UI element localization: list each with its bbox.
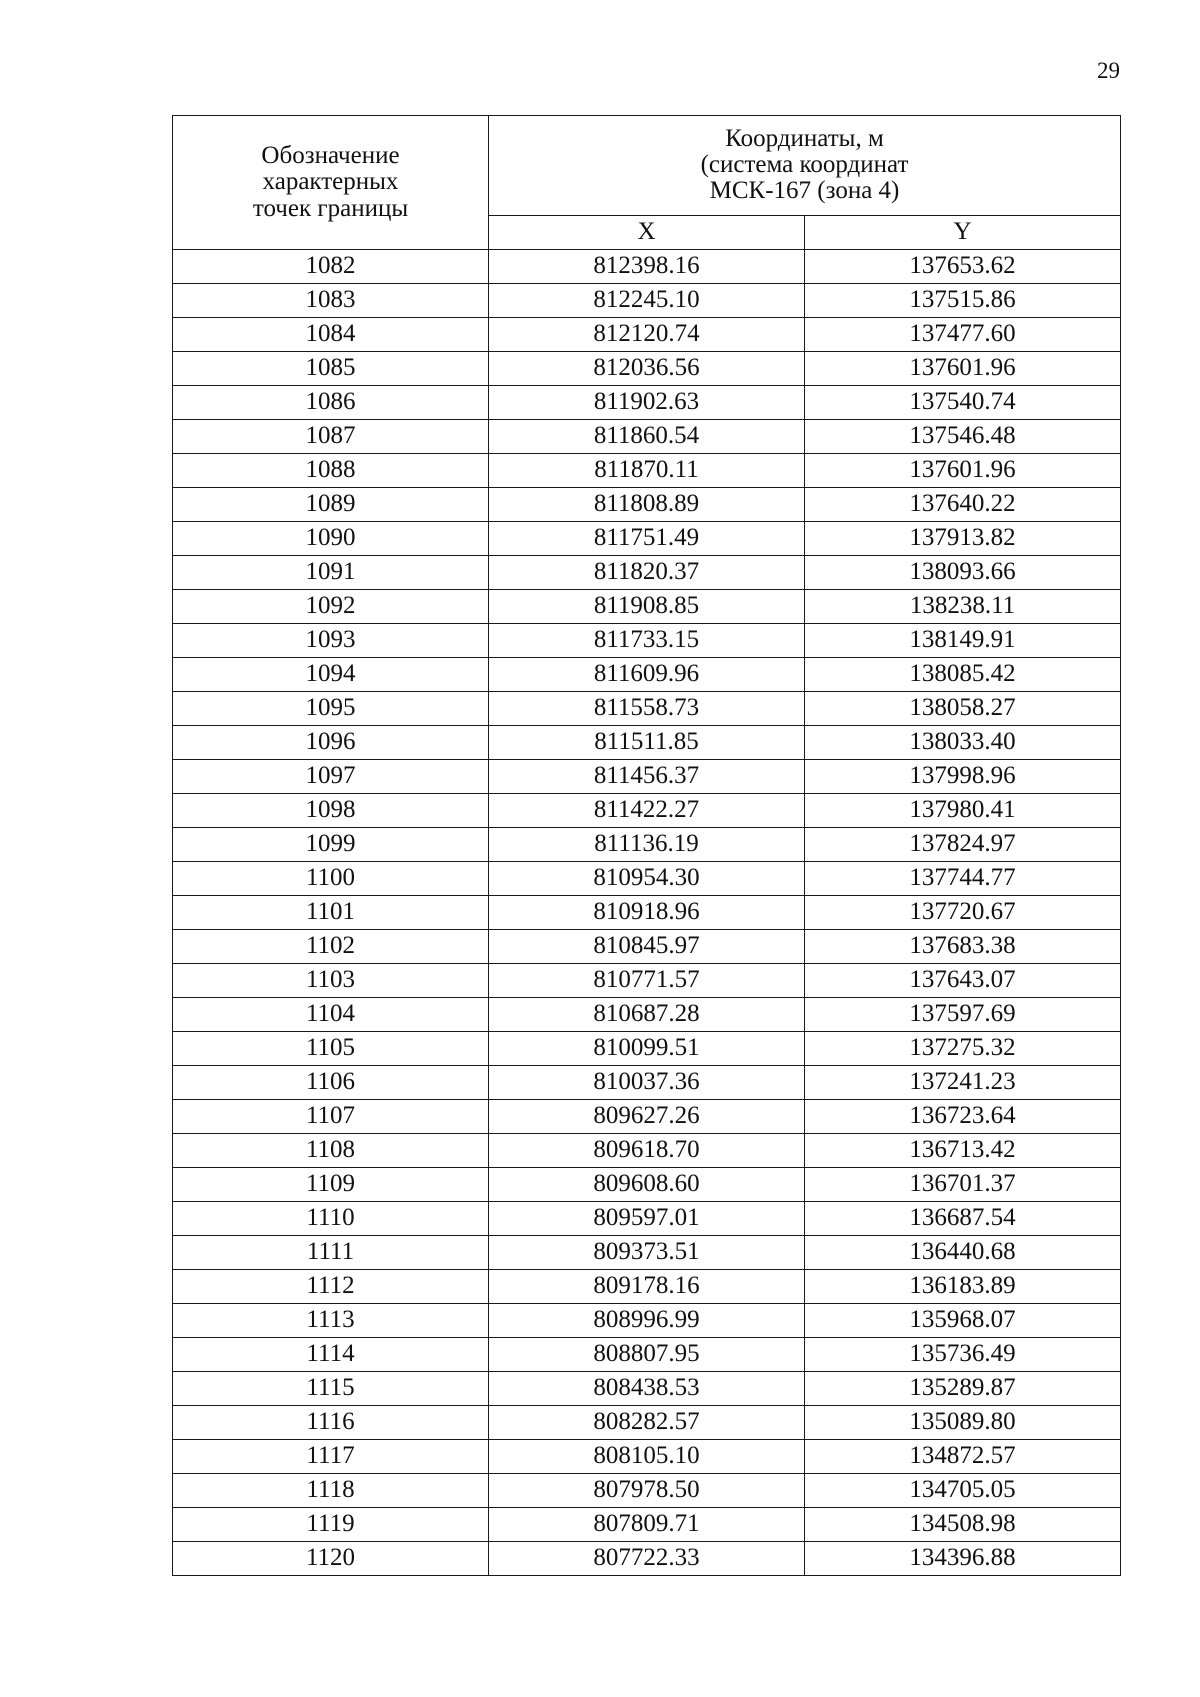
cell-y: 136687.54 <box>805 1202 1121 1236</box>
table-body <box>173 250 1121 1576</box>
cell-x: 808282.57 <box>489 1406 805 1440</box>
table-row <box>173 488 1121 522</box>
cell-point-id: 1096 <box>173 726 489 760</box>
cell-x: 811136.19 <box>489 828 805 862</box>
cell-point-id: 1098 <box>173 794 489 828</box>
table-row <box>173 1304 1121 1338</box>
cell-point-id: 1089 <box>173 488 489 522</box>
cell-point-id: 1108 <box>173 1134 489 1168</box>
cell-y: 137824.97 <box>805 828 1121 862</box>
cell-x: 811908.85 <box>489 590 805 624</box>
cell-x: 810099.51 <box>489 1032 805 1066</box>
cell-point-id: 1114 <box>173 1338 489 1372</box>
cell-x: 811751.49 <box>489 522 805 556</box>
cell-point-id: 1112 <box>173 1270 489 1304</box>
table-row <box>173 794 1121 828</box>
cell-point-id: 1086 <box>173 386 489 420</box>
header-group-line: (система координат <box>700 151 909 179</box>
cell-x: 810037.36 <box>489 1066 805 1100</box>
cell-x: 811558.73 <box>489 692 805 726</box>
cell-y: 138149.91 <box>805 624 1121 658</box>
cell-x: 811820.37 <box>489 556 805 590</box>
cell-y: 137477.60 <box>805 318 1121 352</box>
cell-point-id: 1088 <box>173 454 489 488</box>
cell-point-id: 1090 <box>173 522 489 556</box>
cell-x: 808438.53 <box>489 1372 805 1406</box>
cell-point-id: 1099 <box>173 828 489 862</box>
cell-x: 811511.85 <box>489 726 805 760</box>
cell-y: 137546.48 <box>805 420 1121 454</box>
table-row <box>173 760 1121 794</box>
cell-y: 137683.38 <box>805 930 1121 964</box>
table-row <box>173 1474 1121 1508</box>
table-row <box>173 828 1121 862</box>
cell-point-id: 1094 <box>173 658 489 692</box>
cell-point-id: 1106 <box>173 1066 489 1100</box>
cell-x: 810918.96 <box>489 896 805 930</box>
cell-y: 134396.88 <box>805 1542 1121 1576</box>
cell-x: 810771.57 <box>489 964 805 998</box>
cell-y: 138085.42 <box>805 658 1121 692</box>
table-row <box>173 454 1121 488</box>
page-number: 29 <box>1097 58 1120 83</box>
cell-point-id: 1115 <box>173 1372 489 1406</box>
cell-x: 810687.28 <box>489 998 805 1032</box>
cell-y: 136723.64 <box>805 1100 1121 1134</box>
cell-x: 811609.96 <box>489 658 805 692</box>
cell-x: 808996.99 <box>489 1304 805 1338</box>
cell-point-id: 1104 <box>173 998 489 1032</box>
table-row <box>173 1032 1121 1066</box>
cell-x: 809597.01 <box>489 1202 805 1236</box>
cell-y: 137640.22 <box>805 488 1121 522</box>
cell-x: 808105.10 <box>489 1440 805 1474</box>
header-group-line: Координаты, м <box>725 124 884 152</box>
table-row <box>173 1236 1121 1270</box>
table-row <box>173 726 1121 760</box>
table-row <box>173 1338 1121 1372</box>
cell-point-id: 1091 <box>173 556 489 590</box>
cell-y: 137653.62 <box>805 250 1121 284</box>
table-row <box>173 1134 1121 1168</box>
table-row <box>173 386 1121 420</box>
cell-x: 809627.26 <box>489 1100 805 1134</box>
cell-point-id: 1110 <box>173 1202 489 1236</box>
cell-point-id: 1085 <box>173 352 489 386</box>
cell-y: 136183.89 <box>805 1270 1121 1304</box>
cell-y: 135968.07 <box>805 1304 1121 1338</box>
table-row <box>173 658 1121 692</box>
cell-point-id: 1097 <box>173 760 489 794</box>
cell-y: 136701.37 <box>805 1168 1121 1202</box>
cell-y: 137720.67 <box>805 896 1121 930</box>
cell-x: 811902.63 <box>489 386 805 420</box>
header-point-designation <box>173 116 489 250</box>
cell-point-id: 1100 <box>173 862 489 896</box>
cell-y: 134705.05 <box>805 1474 1121 1508</box>
table-header <box>173 116 1121 250</box>
header-coordinates <box>489 116 1121 216</box>
table-row <box>173 862 1121 896</box>
table-row <box>173 1100 1121 1134</box>
cell-point-id: 1092 <box>173 590 489 624</box>
cell-x: 807722.33 <box>489 1542 805 1576</box>
header-label-line: Обозначение <box>261 142 400 170</box>
table-row <box>173 1406 1121 1440</box>
cell-y: 136713.42 <box>805 1134 1121 1168</box>
cell-point-id: 1095 <box>173 692 489 726</box>
table-row <box>173 556 1121 590</box>
cell-y: 135289.87 <box>805 1372 1121 1406</box>
table-row <box>173 930 1121 964</box>
table-row <box>173 420 1121 454</box>
cell-point-id: 1116 <box>173 1406 489 1440</box>
cell-x: 811870.11 <box>489 454 805 488</box>
cell-x: 811733.15 <box>489 624 805 658</box>
table-row <box>173 352 1121 386</box>
cell-x: 812245.10 <box>489 284 805 318</box>
cell-x: 811808.89 <box>489 488 805 522</box>
cell-y: 137275.32 <box>805 1032 1121 1066</box>
cell-y: 137515.86 <box>805 284 1121 318</box>
cell-y: 134508.98 <box>805 1508 1121 1542</box>
cell-point-id: 1102 <box>173 930 489 964</box>
cell-y: 137998.96 <box>805 760 1121 794</box>
cell-x: 811860.54 <box>489 420 805 454</box>
table-row <box>173 284 1121 318</box>
table-row <box>173 1372 1121 1406</box>
cell-point-id: 1083 <box>173 284 489 318</box>
table-row <box>173 250 1121 284</box>
cell-x: 807978.50 <box>489 1474 805 1508</box>
cell-x: 812036.56 <box>489 352 805 386</box>
cell-y: 137540.74 <box>805 386 1121 420</box>
cell-x: 810954.30 <box>489 862 805 896</box>
cell-y: 138033.40 <box>805 726 1121 760</box>
cell-y: 137744.77 <box>805 862 1121 896</box>
cell-y: 138093.66 <box>805 556 1121 590</box>
table-row <box>173 522 1121 556</box>
cell-y: 135089.80 <box>805 1406 1121 1440</box>
cell-point-id: 1113 <box>173 1304 489 1338</box>
cell-point-id: 1082 <box>173 250 489 284</box>
coordinates-table <box>172 115 1121 1576</box>
table-row <box>173 998 1121 1032</box>
cell-y: 137601.96 <box>805 454 1121 488</box>
cell-point-id: 1105 <box>173 1032 489 1066</box>
table-row <box>173 964 1121 998</box>
cell-y: 137601.96 <box>805 352 1121 386</box>
cell-point-id: 1107 <box>173 1100 489 1134</box>
cell-y: 136440.68 <box>805 1236 1121 1270</box>
cell-y: 137643.07 <box>805 964 1121 998</box>
table-row <box>173 1542 1121 1576</box>
table-row <box>173 896 1121 930</box>
cell-x: 807809.71 <box>489 1508 805 1542</box>
table-row <box>173 1168 1121 1202</box>
table-row <box>173 1066 1121 1100</box>
cell-point-id: 1109 <box>173 1168 489 1202</box>
table-row <box>173 1202 1121 1236</box>
cell-y: 135736.49 <box>805 1338 1121 1372</box>
cell-x: 810845.97 <box>489 930 805 964</box>
cell-point-id: 1103 <box>173 964 489 998</box>
header-label-line: характерных <box>262 168 399 196</box>
cell-point-id: 1087 <box>173 420 489 454</box>
cell-y: 137913.82 <box>805 522 1121 556</box>
cell-x: 808807.95 <box>489 1338 805 1372</box>
cell-point-id: 1120 <box>173 1542 489 1576</box>
cell-x: 809618.70 <box>489 1134 805 1168</box>
table-row <box>173 692 1121 726</box>
cell-y: 134872.57 <box>805 1440 1121 1474</box>
header-group-line: МСК-167 (зона 4) <box>709 177 900 205</box>
cell-point-id: 1119 <box>173 1508 489 1542</box>
table-row <box>173 318 1121 352</box>
cell-point-id: 1111 <box>173 1236 489 1270</box>
cell-point-id: 1118 <box>173 1474 489 1508</box>
cell-x: 812120.74 <box>489 318 805 352</box>
table-row <box>173 590 1121 624</box>
cell-x: 809178.16 <box>489 1270 805 1304</box>
header-label-line: точек границы <box>252 194 409 222</box>
header-y: Y <box>805 215 1121 249</box>
cell-x: 812398.16 <box>489 250 805 284</box>
cell-x: 811422.27 <box>489 794 805 828</box>
cell-y: 137241.23 <box>805 1066 1121 1100</box>
cell-x: 811456.37 <box>489 760 805 794</box>
table-row <box>173 1270 1121 1304</box>
table-row <box>173 1508 1121 1542</box>
cell-point-id: 1117 <box>173 1440 489 1474</box>
table-row <box>173 1440 1121 1474</box>
cell-y: 138238.11 <box>805 590 1121 624</box>
cell-y: 137980.41 <box>805 794 1121 828</box>
cell-point-id: 1093 <box>173 624 489 658</box>
header-x: X <box>489 215 805 249</box>
cell-point-id: 1101 <box>173 896 489 930</box>
cell-y: 138058.27 <box>805 692 1121 726</box>
table-row <box>173 624 1121 658</box>
cell-y: 137597.69 <box>805 998 1121 1032</box>
cell-x: 809373.51 <box>489 1236 805 1270</box>
cell-x: 809608.60 <box>489 1168 805 1202</box>
cell-point-id: 1084 <box>173 318 489 352</box>
